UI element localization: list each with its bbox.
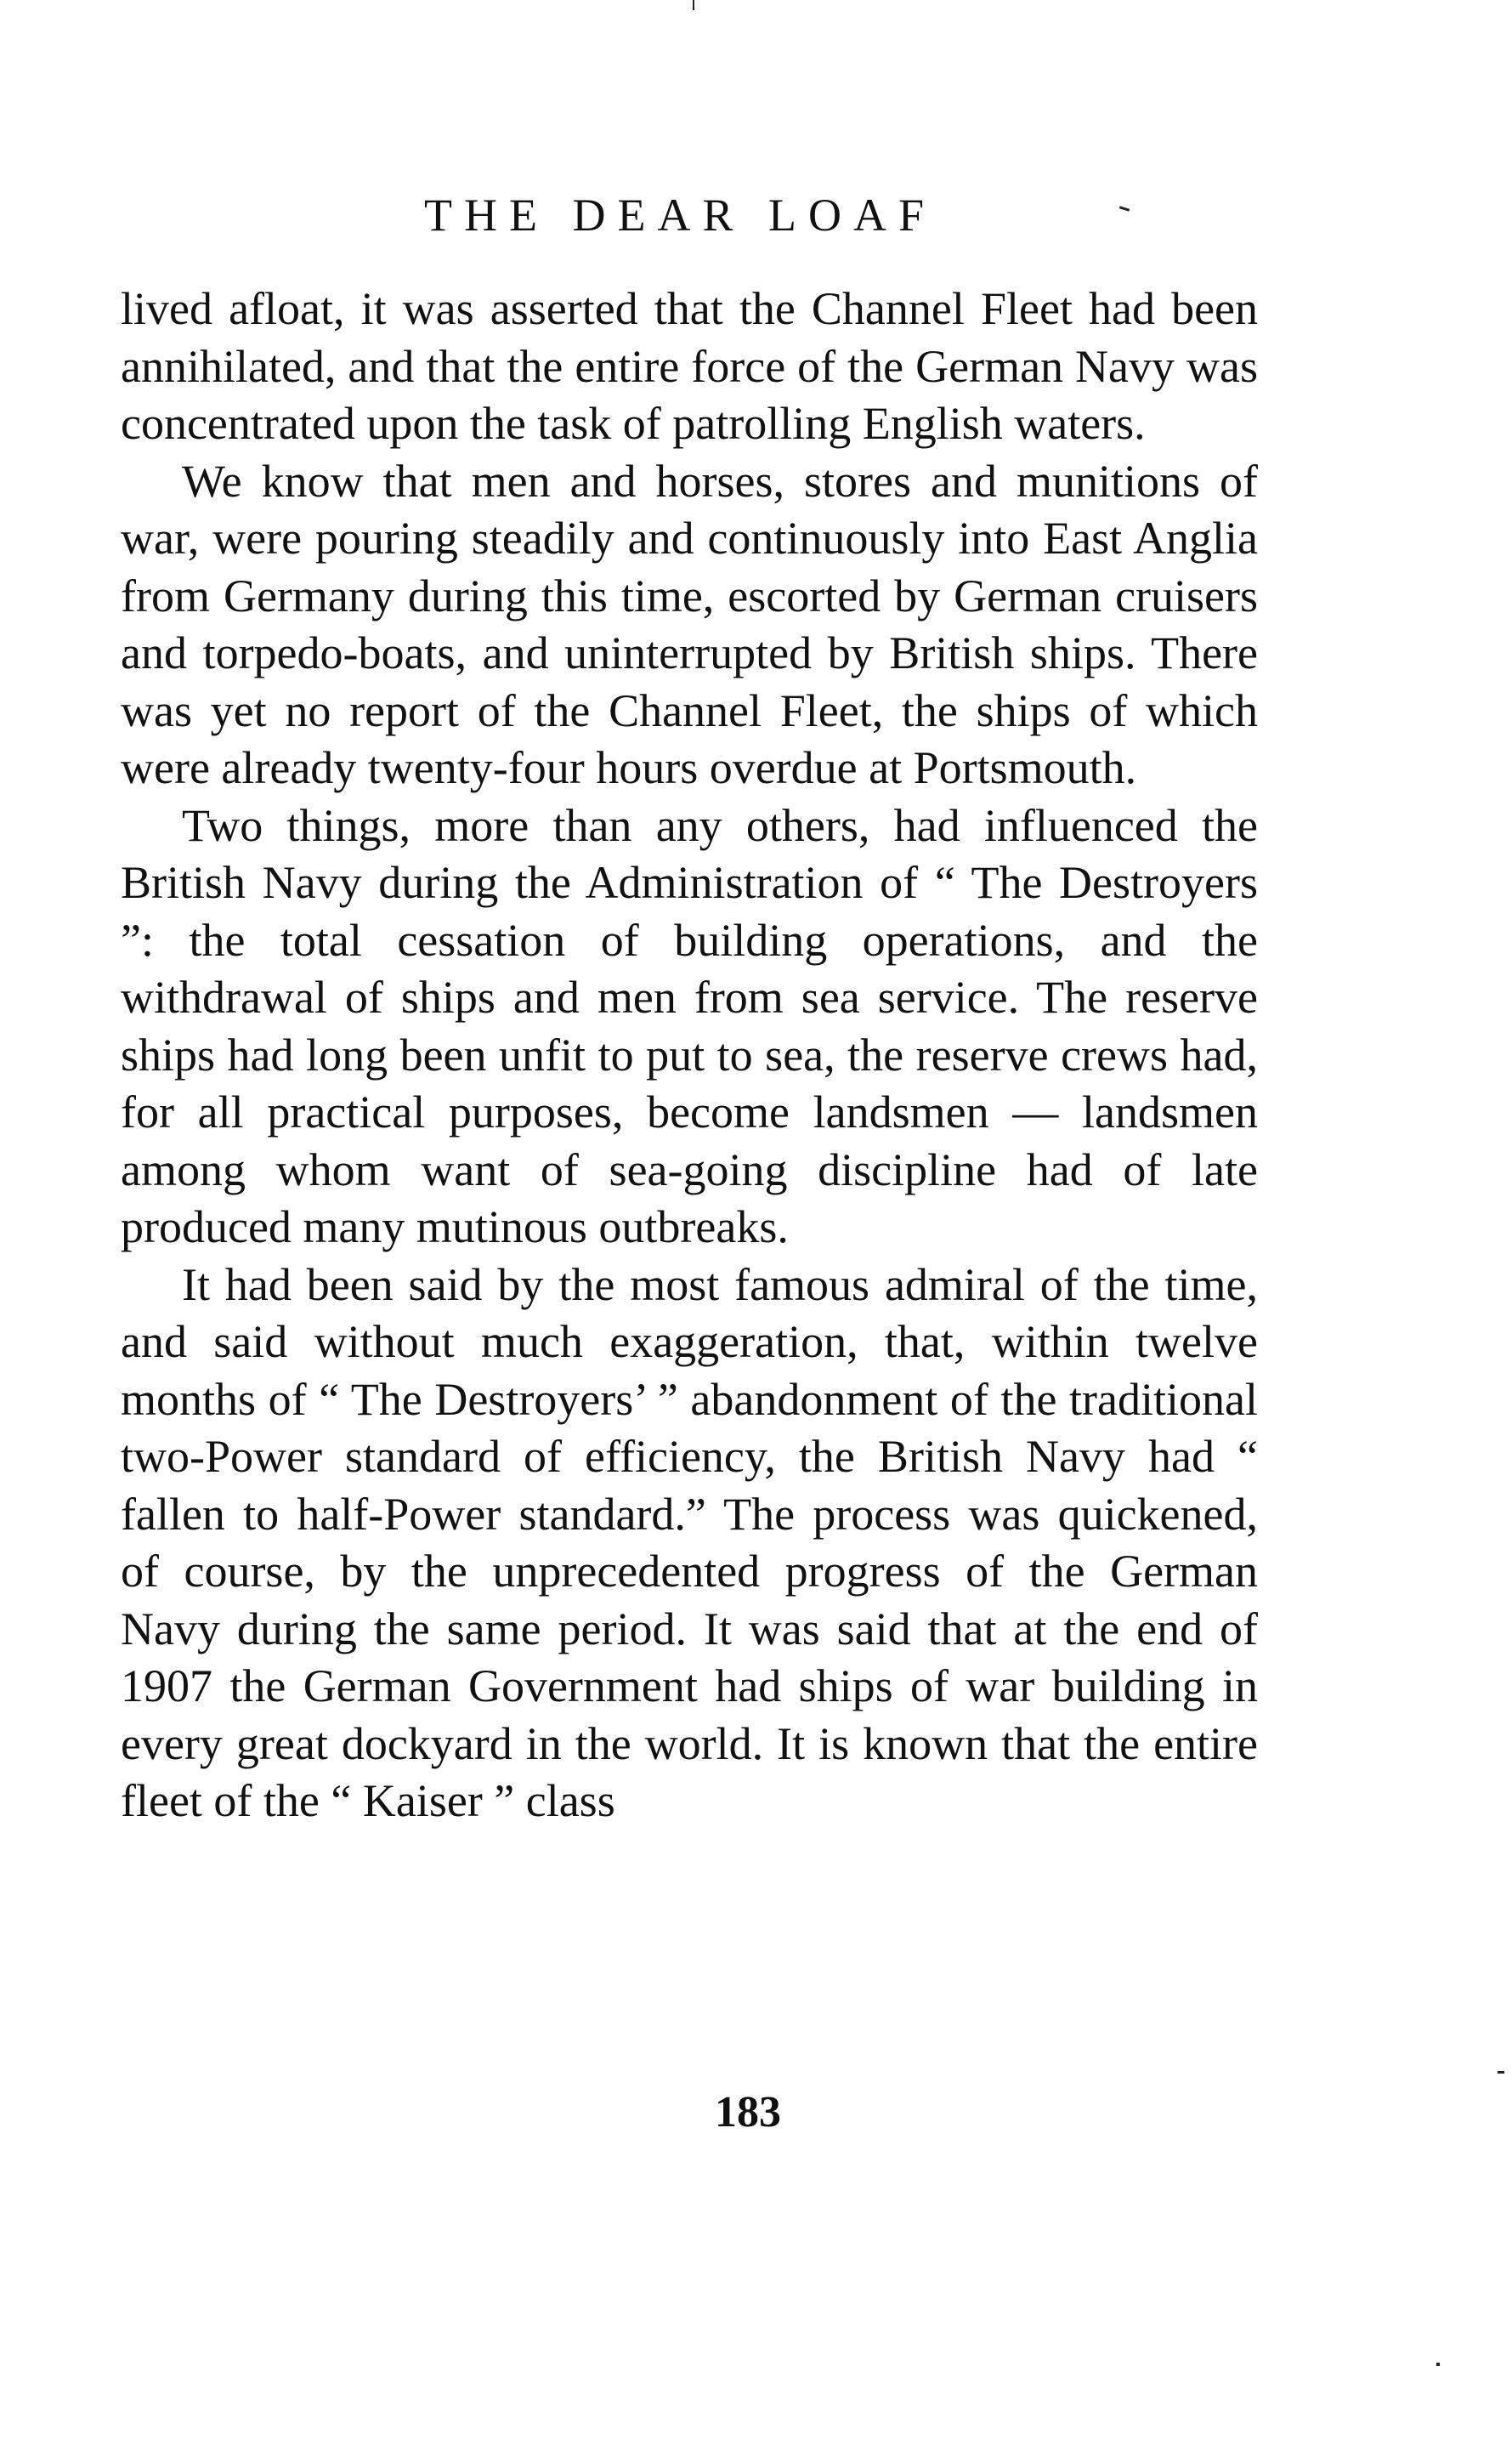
scan-mark bbox=[693, 0, 694, 10]
scan-mark bbox=[1436, 2363, 1440, 2366]
paragraph-3: Two things, more than any others, had influenced the British Navy during the Administration of “ The Destroyers ”: the total cessation of building operations, and the withdrawal of ships and men from sea service. The reserve ships had long been unfit to put to sea, the reserve crews had, for all practical purposes, become landsmen — landsmen among whom want of sea-going discipline had of late produced many mutinous outbreaks. bbox=[121, 799, 1258, 1252]
body-text bbox=[121, 281, 1258, 1830]
scan-mark bbox=[1119, 206, 1130, 212]
paragraph-1: lived afloat, it was asserted that the Channel Fleet had been annihilated, and that the entire force of the German Navy was concentrated upon the task of patrolling English waters. bbox=[121, 283, 1258, 449]
paragraph-4: It had been said by the most famous admiral of the time, and said without much exaggeration, that, within twelve months of “ The Destroyers’ ” abandonment of the traditional two-Power standard of efficiency, the British Navy had “ fallen to half-Power standard.” The process was quickened, of course, by the unprecedented progress of the German Navy during the same period. It was said that at the end of 1907 the German Government had ships of war building in every great dockyard in the world. It is known that the entire fleet of the “ Kaiser ” class bbox=[121, 1258, 1258, 1826]
paragraph-2: We know that men and horses, stores and munitions of war, were pouring steadily and continuously into East Anglia from Germany during this time, escorted by German cruisers and torpedo-boats, and uninterrupted by British ships. There was yet no report of the Channel Fleet, the ships of which were already twenty-four hours overdue at Portsmouth. bbox=[121, 455, 1258, 793]
running-head: THE DEAR LOAF bbox=[424, 190, 936, 241]
scan-mark bbox=[1498, 2071, 1504, 2074]
page-number: 183 bbox=[715, 2088, 781, 2136]
